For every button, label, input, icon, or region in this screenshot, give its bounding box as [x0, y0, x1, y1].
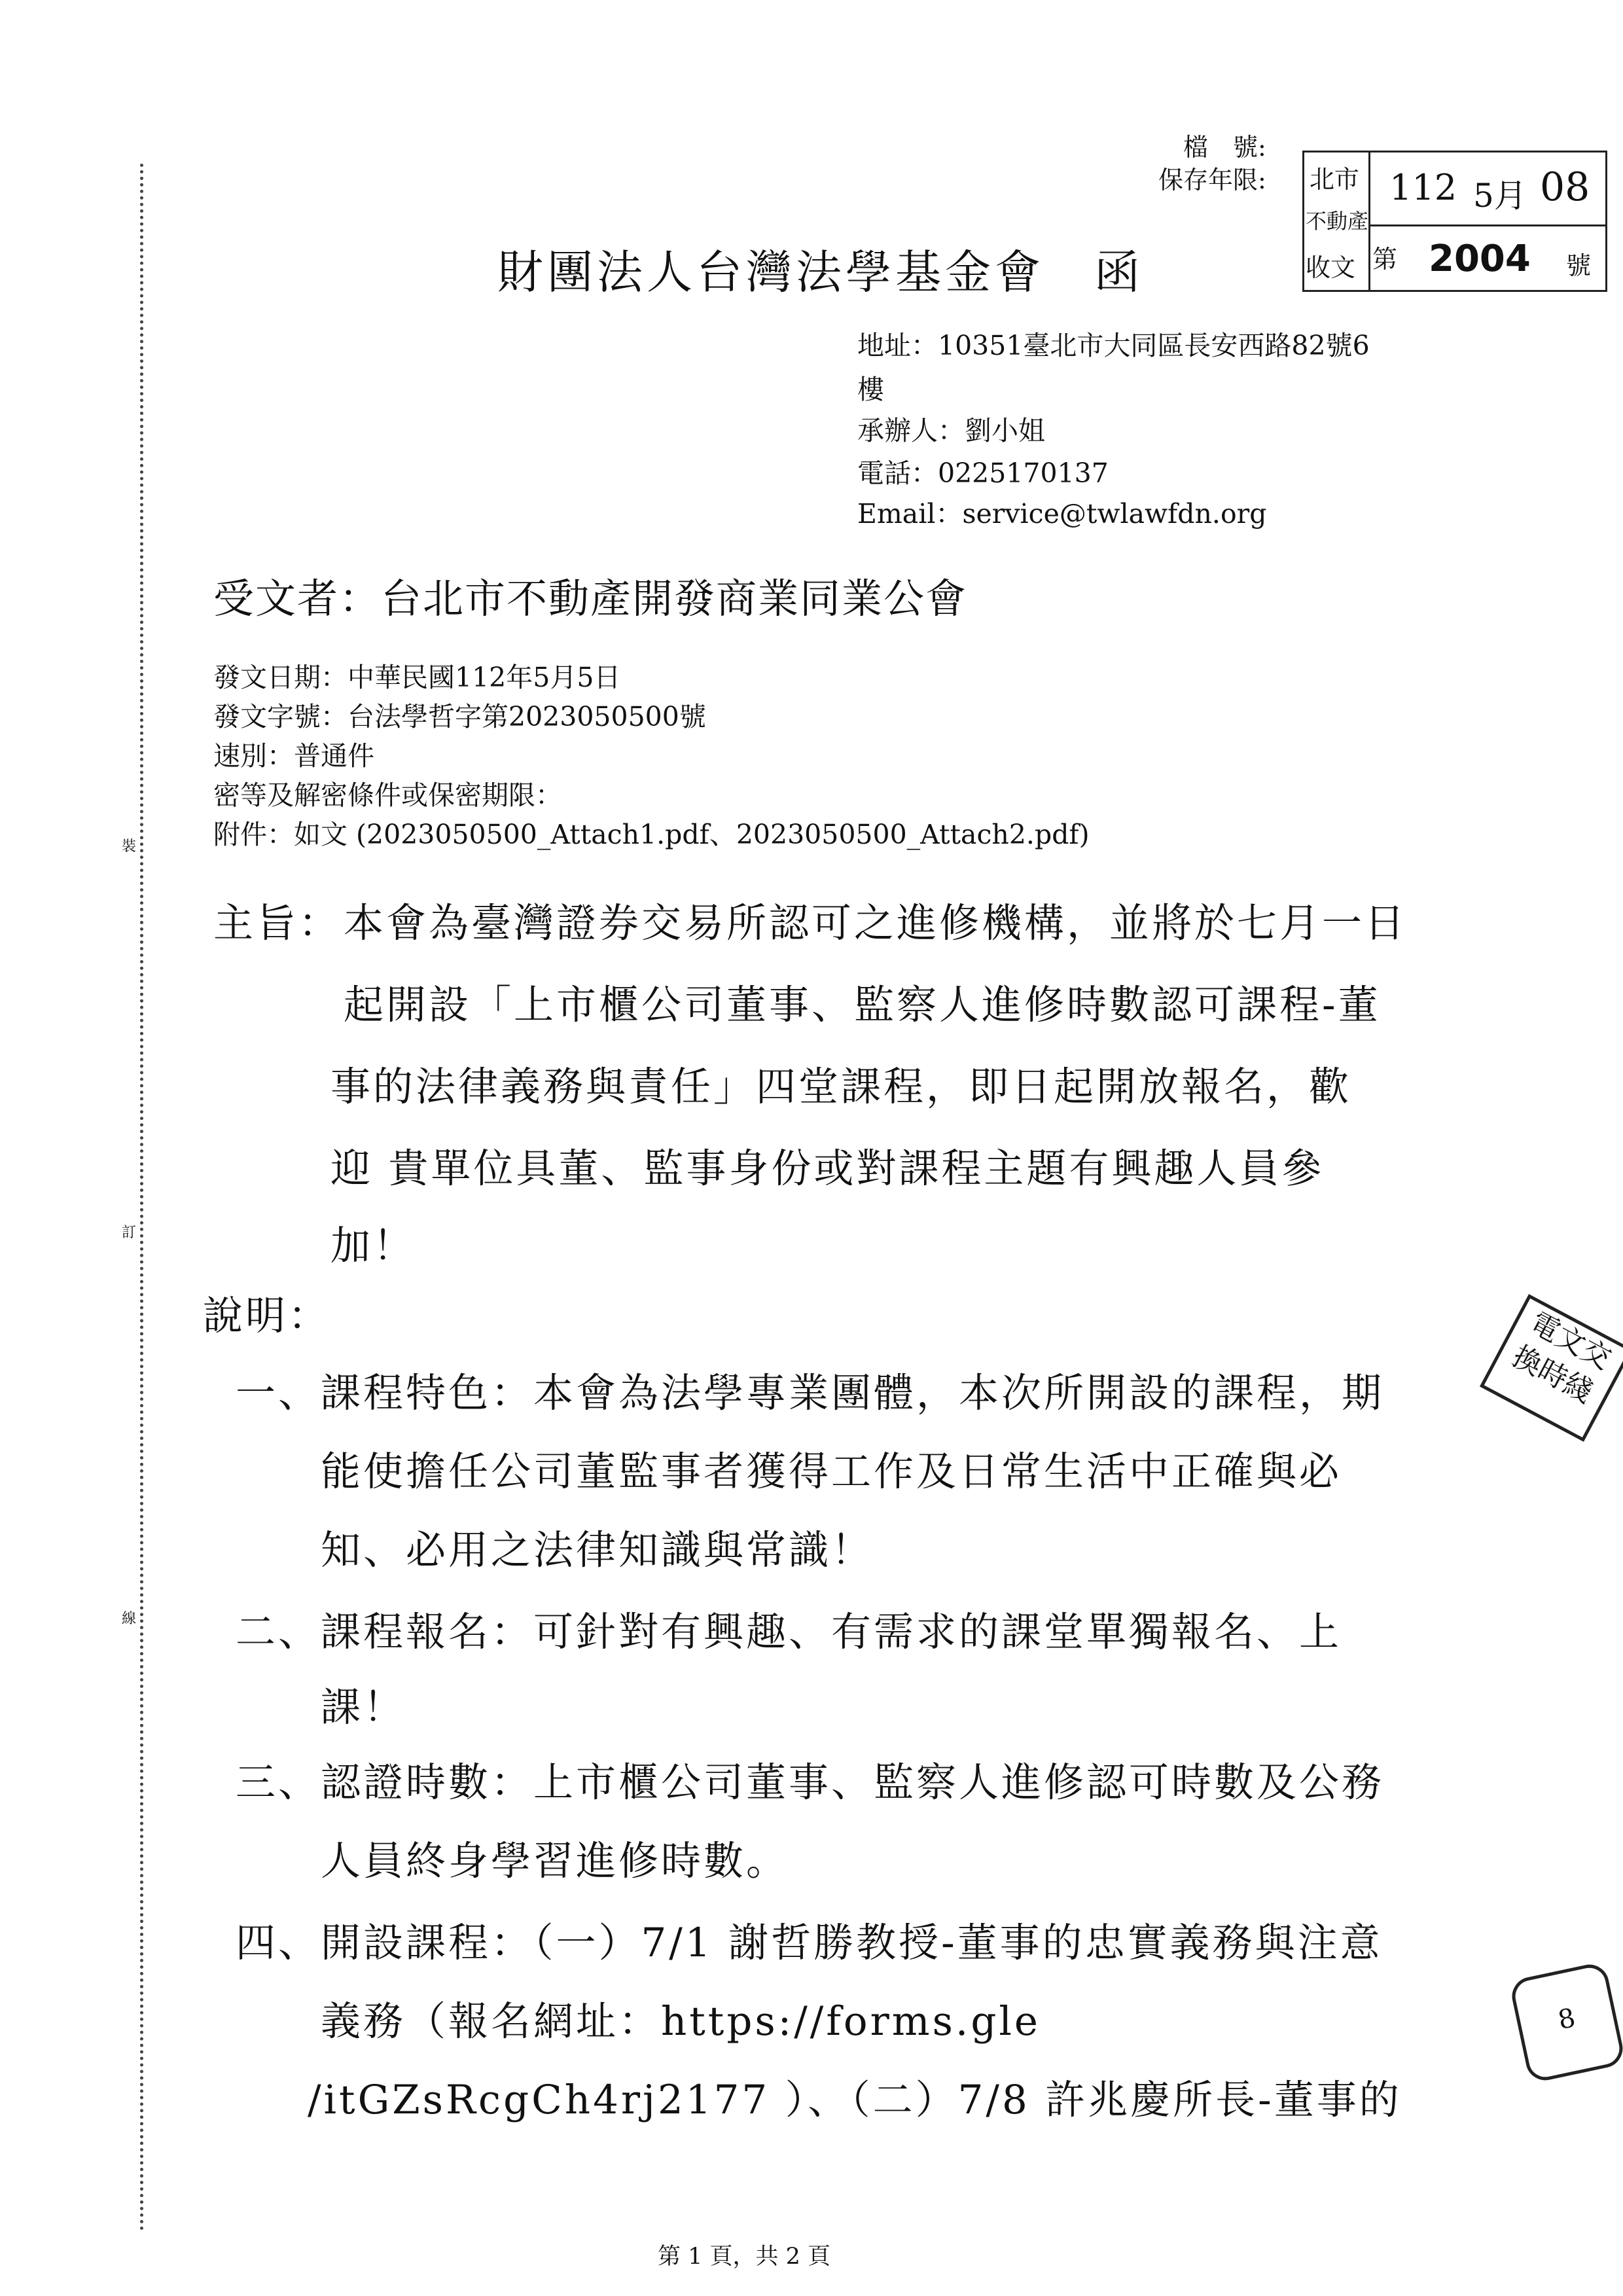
item-line: 知、必用之法律知識與常識！ — [321, 1527, 874, 1573]
stamp-received: 收文 — [1306, 253, 1356, 282]
phone: 電話：0225170137 — [857, 457, 1109, 489]
document-title: 財團法人台灣法學基金會 函 — [497, 245, 1144, 299]
subject-line: 本會為臺灣證券交易所認可之進修機構，並將於七月一日 — [344, 900, 1408, 946]
item-number: 二、 — [236, 1609, 321, 1655]
binding-mark-ding: 訂 — [122, 1217, 136, 1246]
subject-label: 主旨： — [213, 900, 342, 946]
electronic-exchange-stamp — [1480, 1294, 1623, 1442]
stamp-date-day: 08 — [1540, 164, 1590, 210]
attachments: 附件：如文 (2023050500_Attach1.pdf、2023050500_Attach2.pdf) — [213, 819, 1090, 850]
item-number: 三、 — [236, 1759, 321, 1806]
stamp-no-label: 第 — [1372, 245, 1398, 274]
page-number: 第 1 頁，共 2 頁 — [658, 2244, 831, 2270]
subject-line: 事的法律義務與責任」四堂課程，即日起開放報名，歡 — [330, 1064, 1352, 1110]
stamp-no-suffix: 號 — [1566, 251, 1592, 280]
stamp-date-month: 5月 — [1473, 177, 1527, 215]
item-line: 課程報名：可針對有興趣、有需求的課堂單獨報名、上 — [321, 1609, 1342, 1655]
subject-line: 加！ — [330, 1223, 416, 1269]
retention-period-label: 保存年限: — [1158, 166, 1266, 194]
stamp-city: 北市 — [1310, 165, 1360, 194]
secrecy-level: 密等及解密條件或保密期限： — [213, 780, 562, 811]
stamp-dept: 不動產 — [1306, 209, 1369, 234]
address-line-2: 樓 — [857, 374, 884, 405]
receipt-stamp — [1302, 151, 1607, 292]
subject-line: 起開設「上市櫃公司董事、監察人進修時數認可課程-董 — [344, 982, 1381, 1028]
item-line: 開設課程：（一）7/1 謝哲勝教授-董事的忠實義務與注意 — [321, 1920, 1383, 1966]
binding-mark-zhuang: 裝 — [122, 831, 136, 859]
item-line: 課程特色：本會為法學專業團體，本次所開設的課程，期 — [321, 1370, 1385, 1416]
chain-stamp — [1508, 1961, 1623, 2084]
email: Email：service@twlawfdn.org — [857, 498, 1267, 529]
binding-mark-xian: 線 — [122, 1604, 136, 1632]
item-number: 四、 — [236, 1920, 321, 1966]
recipient: 受文者：台北市不動產開發商業同業公會 — [213, 575, 968, 622]
item-line: 義務（報名網址：https://forms.gle — [321, 1998, 1041, 2045]
item-line: 課！ — [321, 1684, 406, 1731]
stamp-date-year: 112 — [1389, 167, 1457, 208]
subject-line: 迎 貴單位具董、監事身份或對課程主題有興趣人員參 — [330, 1145, 1325, 1192]
item-line: 認證時數：上市櫃公司董事、監察人進修認可時數及公務 — [321, 1759, 1385, 1806]
item-line: 人員終身學習進修時數。 — [321, 1838, 789, 1884]
explanation-label: 說明： — [203, 1293, 331, 1339]
item-line: 能使擔任公司董監事者獲得工作及日常生活中正確與必 — [321, 1448, 1342, 1495]
stamp-no-value: 2004 — [1429, 238, 1531, 280]
side-stamp-text: 電文交 換時綫 — [1507, 1306, 1617, 1410]
file-number-label: 檔 號: — [1183, 133, 1266, 162]
binding-dotted-line — [140, 164, 143, 2232]
chain-stamp-mark: 8 — [1555, 2002, 1578, 2036]
filing-fields — [1158, 131, 1266, 196]
delivery-speed: 速別：普通件 — [213, 740, 374, 772]
item-number: 一、 — [236, 1370, 321, 1416]
item-line: /itGZsRcgCh4rj2177 ）、（二）7/8 許兆慶所長-董事的 — [308, 2077, 1402, 2123]
issue-date: 發文日期：中華民國112年5月5日 — [213, 662, 621, 693]
handler: 承辦人：劉小姐 — [857, 415, 1045, 446]
reference-number: 發文字號：台法學哲字第2023050500號 — [213, 701, 706, 732]
address-line-1: 地址：10351臺北市大同區長安西路82號6 — [857, 330, 1370, 361]
